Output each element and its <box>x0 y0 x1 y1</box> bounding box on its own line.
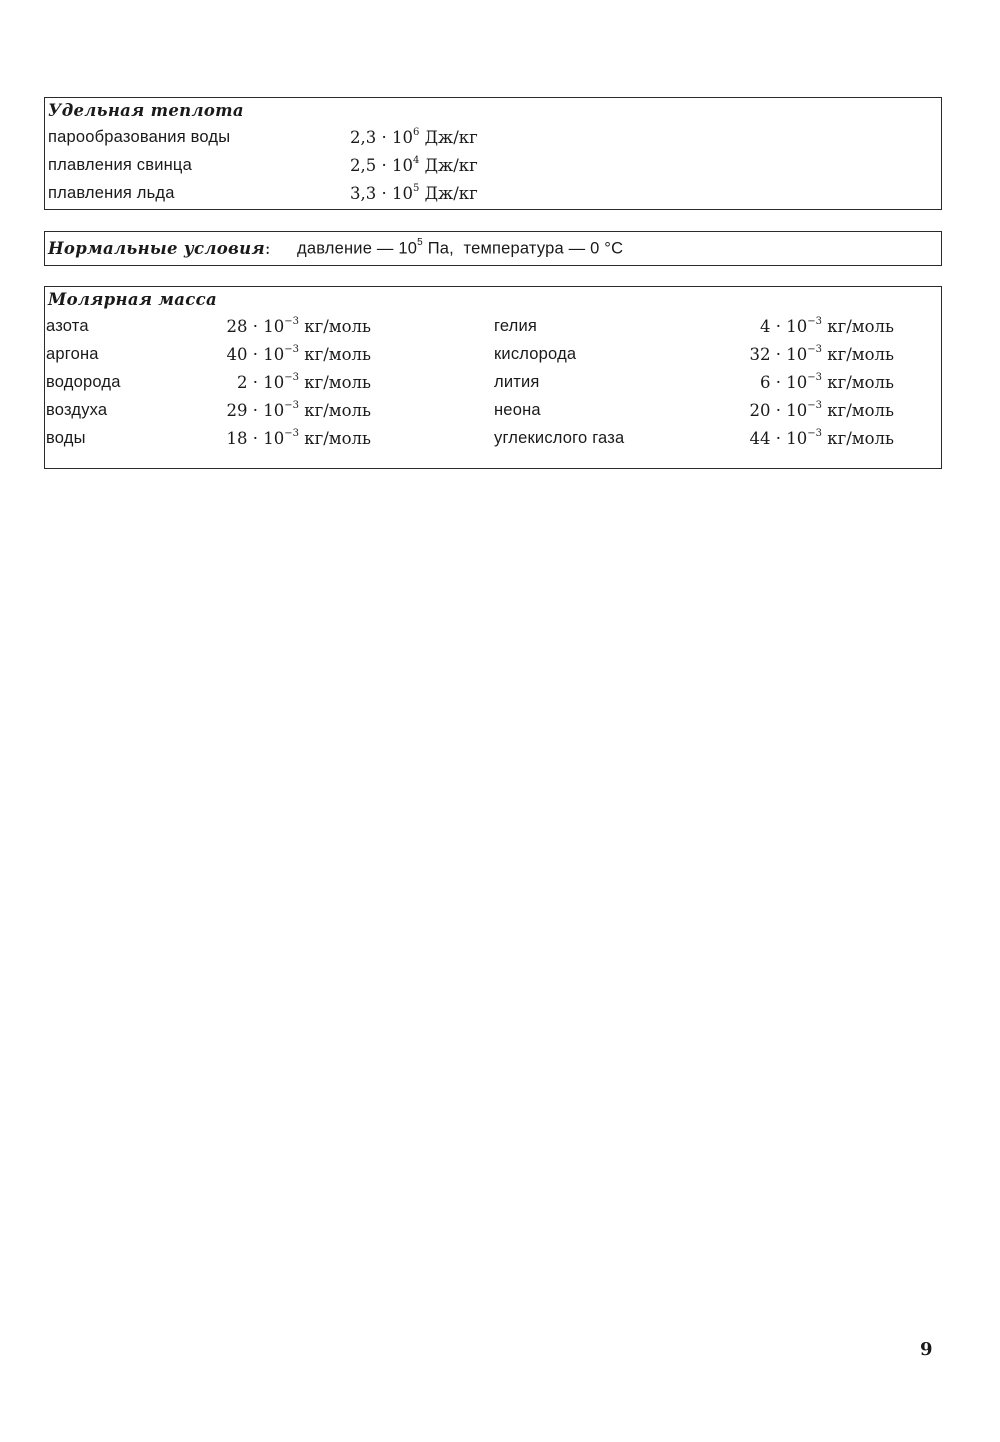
heat-row-label: плавления свинца <box>48 156 192 174</box>
molar-row-value: $18 \cdot 10^{-3}$ кг/моль <box>226 427 371 448</box>
normal-conditions-values: давление — $10^5$ Па, температура — 0 °C <box>297 237 624 258</box>
molar-row-label: лития <box>494 373 540 391</box>
molar-row-value: $40 \cdot 10^{-3}$ кг/моль <box>226 343 371 364</box>
page-number: 9 <box>920 1339 933 1360</box>
heat-row-label: парообразования воды <box>48 128 231 146</box>
molar-row-value: $29 \cdot 10^{-3}$ кг/моль <box>226 399 371 420</box>
molar-row-label: углекислого газа <box>494 429 625 447</box>
normal-conditions-title: Нормальные условия: <box>48 239 271 258</box>
molar-mass-table <box>44 286 942 469</box>
molar-row-label: кислорода <box>494 345 577 363</box>
molar-row-label: аргона <box>46 345 99 363</box>
molar-mass-title: Молярная масса <box>48 290 217 309</box>
molar-row-value: $44 \cdot 10^{-3}$ кг/моль <box>749 427 894 448</box>
molar-row-value: $6 \cdot 10^{-3}$ кг/моль <box>760 371 894 392</box>
molar-row-value: $2 \cdot 10^{-3}$ кг/моль <box>237 371 371 392</box>
molar-row-label: азота <box>46 317 89 335</box>
molar-row-label: водорода <box>46 373 121 391</box>
molar-row-value: $28 \cdot 10^{-3}$ кг/моль <box>226 315 371 336</box>
heat-row-value: $3,3 \cdot 10^5$ Дж/кг <box>350 182 478 203</box>
molar-row-label: неона <box>494 401 541 419</box>
heat-row-value: $2,3 \cdot 10^6$ Дж/кг <box>350 126 478 147</box>
molar-row-label: гелия <box>494 317 538 335</box>
heat-row-value: $2,5 \cdot 10^4$ Дж/кг <box>350 154 478 175</box>
specific-heat-title: Удельная теплота <box>48 101 244 120</box>
normal-conditions-table <box>44 231 942 266</box>
heat-row-label: плавления льда <box>48 184 175 202</box>
molar-row-value: $32 \cdot 10^{-3}$ кг/моль <box>749 343 894 364</box>
specific-heat-table <box>44 97 942 210</box>
molar-row-label: воздуха <box>46 401 108 419</box>
molar-row-value: $20 \cdot 10^{-3}$ кг/моль <box>749 399 894 420</box>
molar-row-value: $4 \cdot 10^{-3}$ кг/моль <box>760 315 894 336</box>
molar-row-label: воды <box>46 429 86 447</box>
